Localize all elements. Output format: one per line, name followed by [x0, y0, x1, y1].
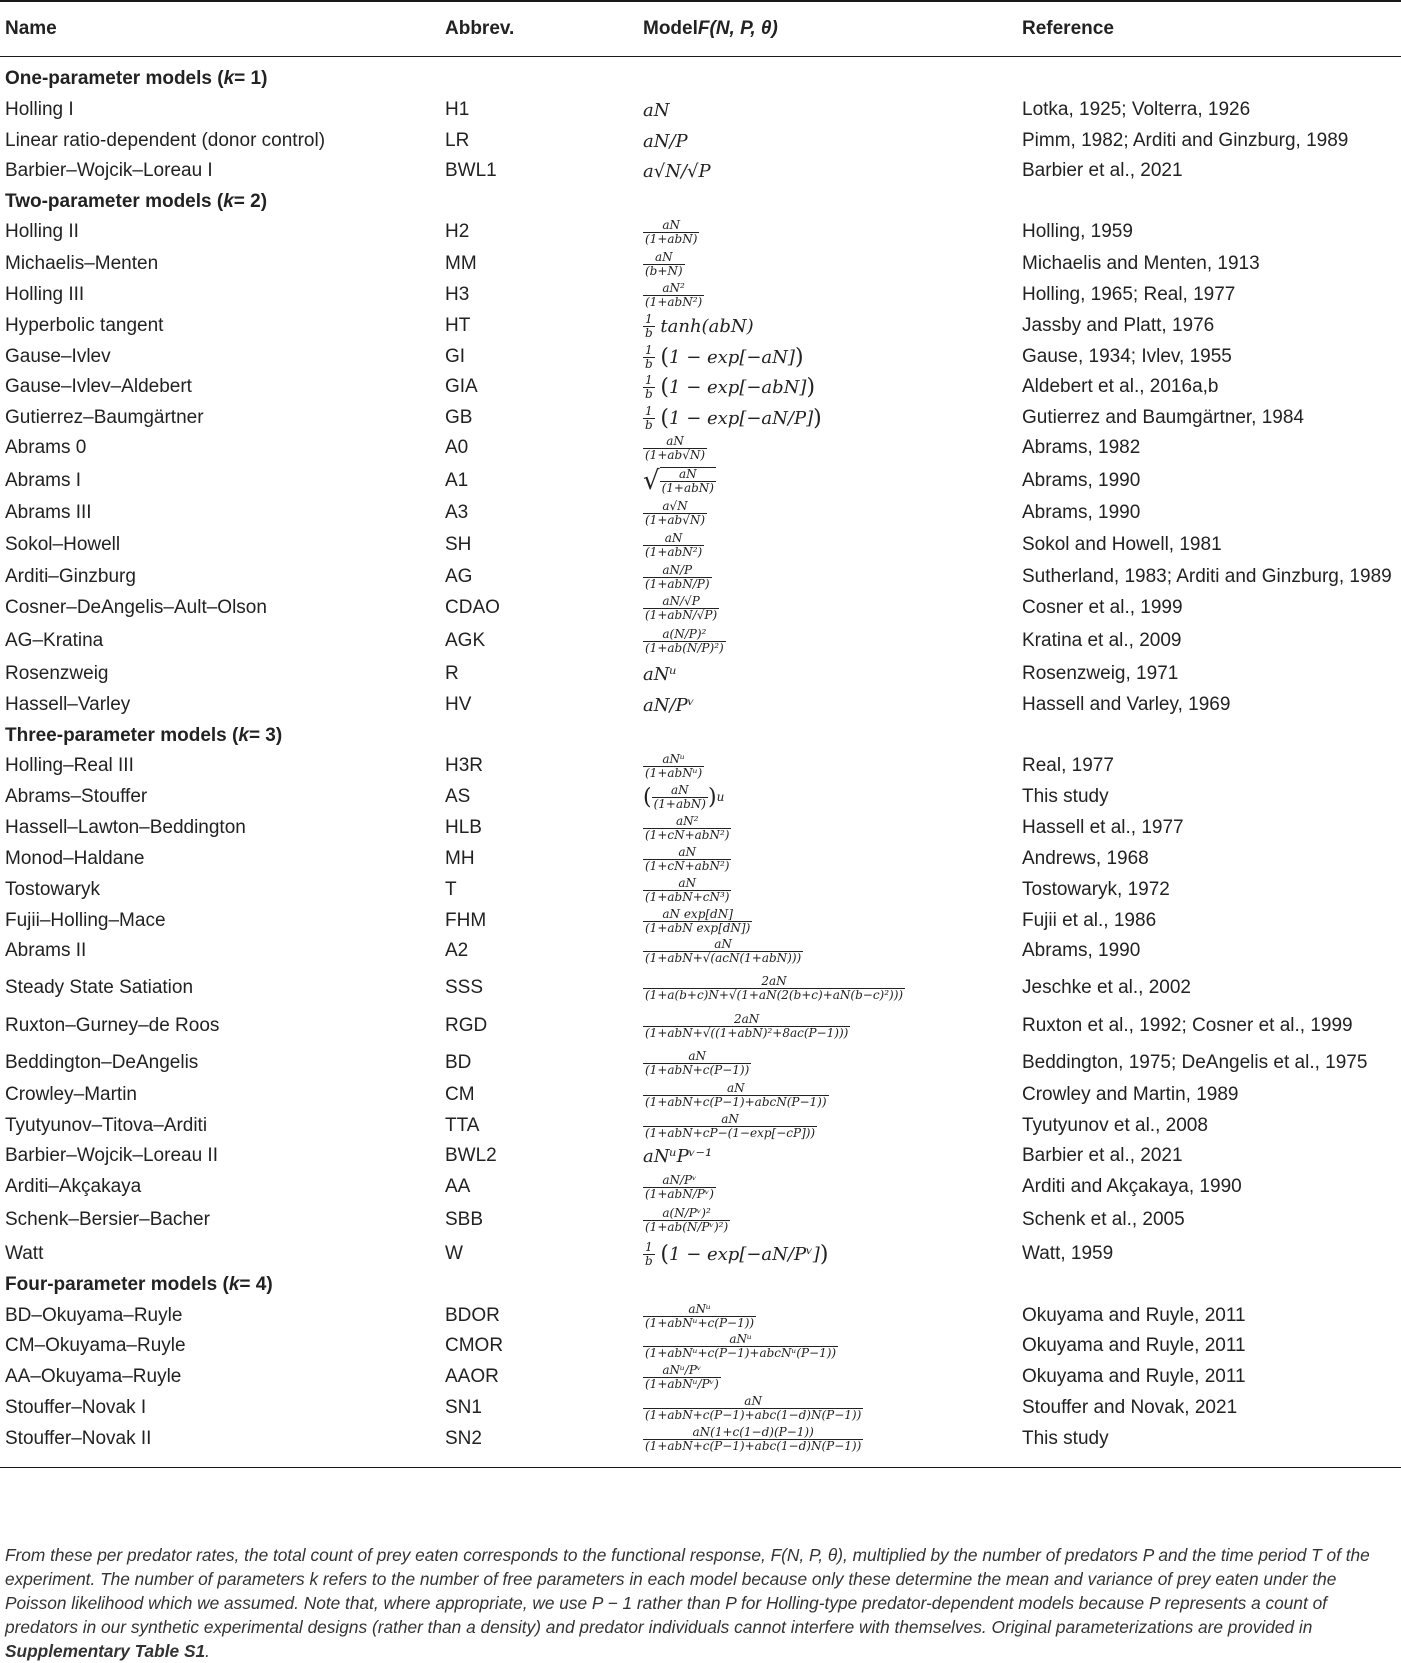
- model-abbrev: T: [445, 879, 457, 900]
- model-formula: $\frac{aN/P}{\text{(1+abN/P)}}$: [645, 562, 710, 591]
- model-formula: $\frac{aN}{(1+ab√N)}$: [645, 433, 706, 462]
- model-name: Barbier–Wojcik–Loreau II: [5, 1145, 218, 1166]
- table-header: [0, 0, 1401, 57]
- model-name: Hyperbolic tangent: [5, 315, 164, 336]
- model-reference: Hassell and Varley, 1969: [1022, 694, 1231, 715]
- model-name: Cosner–DeAngelis–Ault–Olson: [5, 597, 267, 618]
- model-name: AG–Kratina: [5, 630, 104, 651]
- model-abbrev: LR: [445, 130, 470, 151]
- model-abbrev: BD: [445, 1052, 472, 1073]
- model-formula: $\frac{aN}{\text{(1+abN+c(P−1)+abc(1−d)N(P−1))}}$: [645, 1393, 862, 1422]
- table-row: [0, 1047, 1401, 1079]
- model-name: Hassell–Lawton–Beddington: [5, 817, 246, 838]
- model-reference: Gutierrez and Baumgärtner, 1984: [1022, 407, 1305, 428]
- section-heading: [0, 63, 1401, 95]
- table-row: [0, 592, 1401, 624]
- model-formula: aN: [643, 99, 670, 121]
- model-abbrev: R: [445, 663, 459, 684]
- model-abbrev: HT: [445, 315, 471, 336]
- model-abbrev: SN1: [445, 1397, 482, 1418]
- model-name: Rosenzweig: [5, 663, 109, 684]
- model-formula: $\frac{2aN}{\text{(1+a(b+c)N+√(1+aN(2(b+c)+aN(b−c)²)))}}$: [645, 973, 904, 1002]
- table-row: [0, 465, 1401, 497]
- model-abbrev: CMOR: [445, 1335, 504, 1356]
- model-name: Gause–Ivlev–Aldebert: [5, 376, 192, 397]
- model-abbrev: SSS: [445, 977, 484, 998]
- model-name: Arditi–Ginzburg: [5, 566, 136, 587]
- model-reference: Watt, 1959: [1022, 1243, 1114, 1264]
- table-row: [0, 874, 1401, 906]
- model-abbrev: AAOR: [445, 1366, 499, 1387]
- model-name: Abrams I: [5, 470, 82, 491]
- table-row: [0, 216, 1401, 248]
- model-name: Abrams–Stouffer: [5, 786, 148, 807]
- model-abbrev: MH: [445, 848, 475, 869]
- model-name: Sokol–Howell: [5, 534, 121, 555]
- model-reference: Gause, 1934; Ivlev, 1955: [1022, 346, 1232, 367]
- model-abbrev: GB: [445, 407, 473, 428]
- table-row: [0, 1079, 1401, 1111]
- model-abbrev: HV: [445, 694, 472, 715]
- model-formula: aN/P: [643, 130, 688, 152]
- model-reference: This study: [1022, 786, 1109, 807]
- model-formula: $\frac{\text{aNᵘ}}{\text{(1+abNᵘ+c(P−1)+abcNᵘ(P−1))}}$: [645, 1331, 837, 1360]
- model-abbrev: SH: [445, 534, 472, 555]
- table-row: [0, 529, 1401, 561]
- model-formula: $\frac{\text{a(N/P)²}}{\text{(1+ab(N/P)²)}}$: [645, 626, 724, 655]
- model-reference: Arditi and Akçakaya, 1990: [1022, 1176, 1242, 1197]
- model-reference: Barbier et al., 2021: [1022, 1145, 1183, 1166]
- model-name: Stouffer–Novak II: [5, 1428, 152, 1449]
- model-formula: $\frac{\text{aN exp[dN]}}{\text{(1+abN exp[dN])}}$: [645, 906, 751, 935]
- table-row: [0, 689, 1401, 721]
- table-row: [0, 1392, 1401, 1424]
- model-reference: Abrams, 1990: [1022, 940, 1141, 961]
- model-reference: Kratina et al., 2009: [1022, 630, 1182, 651]
- model-formula: $\frac{\text{aN/Pᵛ}}{\text{(1+abN/Pᵛ)}}$: [645, 1172, 714, 1201]
- model-reference: Real, 1977: [1022, 755, 1114, 776]
- model-formula: $\frac{1}{b}$ ( 1 − exp[−aN/P] ): [645, 403, 822, 432]
- model-reference: Tostowaryk, 1972: [1022, 879, 1170, 900]
- model-name: Hassell–Varley: [5, 694, 131, 715]
- model-abbrev: BWL2: [445, 1145, 497, 1166]
- table-row: [0, 371, 1401, 403]
- table-row: [0, 1361, 1401, 1393]
- model-abbrev: SBB: [445, 1209, 484, 1230]
- model-abbrev: FHM: [445, 910, 487, 931]
- section-label: Four-parameter models ( k = 4): [5, 1274, 273, 1295]
- model-formula: $\frac{aN/√P}{\text{(1+abN/√P)}}$: [645, 593, 718, 622]
- model-formula: $\frac{aN}{\text{(1+abN+cP−(1−exp[−cP]))}}$: [645, 1111, 816, 1140]
- model-reference: This study: [1022, 1428, 1109, 1449]
- table-row: [0, 1300, 1401, 1332]
- table-row: [0, 905, 1401, 937]
- model-formula: $\frac{\text{aNᵘ}}{\text{(1+abNᵘ)}}$: [645, 751, 703, 780]
- model-formula: $\frac{aN}{\text{(1+abN+cN³)}}$: [645, 875, 730, 904]
- model-reference: Jeschke et al., 2002: [1022, 977, 1191, 998]
- model-name: Fujii–Holling–Mace: [5, 910, 166, 931]
- model-reference: Tyutyunov et al., 2008: [1022, 1115, 1208, 1136]
- model-name: Holling I: [5, 99, 74, 120]
- section-label: Two-parameter models ( k = 2): [5, 191, 268, 212]
- model-abbrev: BWL1: [445, 160, 497, 181]
- model-name: Crowley–Martin: [5, 1084, 137, 1105]
- model-formula: $\frac{aN}{\text{(1+abN+c(P−1)+abcN(P−1))}}$: [645, 1080, 827, 1109]
- table-row: [0, 1330, 1401, 1362]
- section-heading: [0, 1269, 1401, 1301]
- model-abbrev: GI: [445, 346, 466, 367]
- table-row: [0, 432, 1401, 464]
- model-reference: Jassby and Platt, 1976: [1022, 315, 1215, 336]
- model-formula: a√N/√P: [643, 160, 711, 182]
- model-formula: $\frac{aN}{\text{(1+cN+abN²)}}$: [645, 844, 730, 873]
- model-name: Barbier–Wojcik–Loreau I: [5, 160, 213, 181]
- model-abbrev: H3R: [445, 755, 484, 776]
- model-formula: $\frac{aN}{(b+N)}$: [645, 249, 683, 278]
- model-name: Steady State Satiation: [5, 977, 194, 998]
- table-row: [0, 812, 1401, 844]
- model-reference: Holling, 1965; Real, 1977: [1022, 284, 1236, 305]
- model-reference: Stouffer and Novak, 2021: [1022, 1397, 1238, 1418]
- model-abbrev: MM: [445, 253, 477, 274]
- table-row: [0, 658, 1401, 690]
- model-formula: aN/Pᵛ: [643, 694, 695, 716]
- model-reference: Rosenzweig, 1971: [1022, 663, 1179, 684]
- model-formula: $\frac{\text{aN²}}{\text{(1+abN²)}}$: [645, 280, 703, 309]
- header-name: Name: [5, 17, 57, 39]
- model-name: Gause–Ivlev: [5, 346, 111, 367]
- model-name: Gutierrez–Baumgärtner: [5, 407, 204, 428]
- model-formula: $\frac{\text{aNᵘ/Pᵛ}}{\text{(1+abNᵘ/Pᵛ)}}$: [645, 1362, 719, 1391]
- model-reference: Barbier et al., 2021: [1022, 160, 1183, 181]
- model-name: Beddington–DeAngelis: [5, 1052, 199, 1073]
- model-name: Arditi–Akçakaya: [5, 1176, 142, 1197]
- header-reference: Reference: [1022, 17, 1114, 39]
- supplementary-link[interactable]: Supplementary Table S1: [5, 1641, 206, 1661]
- model-abbrev: AS: [445, 786, 471, 807]
- model-name: Tostowaryk: [5, 879, 101, 900]
- model-formula: aNᵘ: [643, 663, 677, 685]
- model-abbrev: A0: [445, 437, 469, 458]
- model-formula: $\frac{aN(1+c(1-d)(P-1))}{\text{(1+abN+c(P−1)+abc(1−d)N(P−1))}}$: [645, 1424, 862, 1453]
- model-name: Linear ratio-dependent (donor control): [5, 130, 326, 151]
- table-row: [0, 310, 1401, 342]
- model-reference: Crowley and Martin, 1989: [1022, 1084, 1239, 1105]
- model-formula: √ $\frac{aN}{\text{(1+abN)}}$: [643, 466, 714, 496]
- table-row: [0, 155, 1401, 187]
- model-formula: $\frac{\text{a(N/Pᵛ)²}}{\text{(1+ab(N/Pᵛ)²)}}$: [645, 1205, 729, 1234]
- model-formula: $\frac{aN}{\text{(1+abN²)}}$: [645, 530, 703, 559]
- table-row: [0, 625, 1401, 657]
- model-abbrev: AGK: [445, 630, 486, 651]
- bottom-rule: [0, 1467, 1401, 1468]
- model-name: Stouffer–Novak I: [5, 1397, 147, 1418]
- model-reference: Lotka, 1925; Volterra, 1926: [1022, 99, 1251, 120]
- model-formula: $\frac{aN}{\text{(1+abN+√(acN(1+abN)))}}$: [645, 936, 802, 965]
- model-abbrev: CM: [445, 1084, 475, 1105]
- model-reference: Abrams, 1990: [1022, 470, 1141, 491]
- model-reference: Abrams, 1990: [1022, 502, 1141, 523]
- model-name: Abrams III: [5, 502, 92, 523]
- model-reference: Michaelis and Menten, 1913: [1022, 253, 1260, 274]
- model-formula: $\frac{1}{b}$ ( 1 − exp[−aN/Pᵛ] ): [645, 1239, 829, 1268]
- model-abbrev: BDOR: [445, 1305, 500, 1326]
- table-row: [0, 1238, 1401, 1270]
- model-abbrev: GIA: [445, 376, 478, 397]
- table-row: [0, 935, 1401, 967]
- table-row: [0, 402, 1401, 434]
- model-name: Abrams II: [5, 940, 87, 961]
- model-reference: Beddington, 1975; DeAngelis et al., 1975: [1022, 1052, 1368, 1073]
- table-row: [0, 750, 1401, 782]
- header-model: Model F(N, P, θ): [643, 17, 778, 39]
- model-name: BD–Okuyama–Ruyle: [5, 1305, 183, 1326]
- model-formula: $\frac{a√N}{(1+ab√N)}$: [645, 498, 706, 527]
- table-row: [0, 1423, 1401, 1455]
- model-reference: Abrams, 1982: [1022, 437, 1141, 458]
- section-heading: [0, 720, 1401, 752]
- model-formula: $\frac{aN}{\text{(1+abN+c(P−1))}}$: [645, 1048, 750, 1077]
- model-name: Holling–Real III: [5, 755, 134, 776]
- header-rule: [0, 56, 1401, 57]
- model-reference: Sutherland, 1983; Arditi and Ginzburg, 1989: [1022, 566, 1392, 587]
- model-abbrev: AG: [445, 566, 473, 587]
- model-abbrev: A3: [445, 502, 469, 523]
- model-name: Ruxton–Gurney–de Roos: [5, 1015, 220, 1036]
- model-reference: Hassell et al., 1977: [1022, 817, 1184, 838]
- model-name: Watt: [5, 1243, 44, 1264]
- table-row: [0, 497, 1401, 529]
- table-row: [0, 341, 1401, 373]
- model-formula: $\frac{\text{aN²}}{\text{(1+cN+abN²)}}$: [645, 813, 730, 842]
- section-label: One-parameter models ( k = 1): [5, 68, 268, 89]
- model-reference: Aldebert et al., 2016a,b: [1022, 376, 1219, 397]
- model-name: Abrams 0: [5, 437, 87, 458]
- model-abbrev: W: [445, 1243, 463, 1264]
- table-row: [0, 1171, 1401, 1203]
- model-abbrev: RGD: [445, 1015, 488, 1036]
- model-formula: ( $\frac{aN}{\text{(1+abN)}}$ ) u: [643, 782, 725, 811]
- model-reference: Fujii et al., 1986: [1022, 910, 1157, 931]
- model-name: Monod–Haldane: [5, 848, 145, 869]
- table-row: [0, 125, 1401, 157]
- model-abbrev: SN2: [445, 1428, 482, 1449]
- model-reference: Okuyama and Ruyle, 2011: [1022, 1366, 1246, 1387]
- model-reference: Holling, 1959: [1022, 221, 1133, 242]
- model-formula: $\frac{1}{b}$ ( 1 − exp[−abN] ): [645, 372, 816, 401]
- header-abbrev: Abbrev.: [445, 17, 515, 39]
- model-reference: Schenk et al., 2005: [1022, 1209, 1185, 1230]
- table-row: [0, 1110, 1401, 1142]
- model-reference: Pimm, 1982; Arditi and Ginzburg, 1989: [1022, 130, 1349, 151]
- table-row: [0, 781, 1401, 813]
- model-reference: Cosner et al., 1999: [1022, 597, 1183, 618]
- model-abbrev: H1: [445, 99, 470, 120]
- model-name: CM–Okuyama–Ruyle: [5, 1335, 186, 1356]
- table-row: [0, 248, 1401, 280]
- model-abbrev: HLB: [445, 817, 482, 838]
- model-formula: $\frac{\text{aNᵘ}}{\text{(1+abNᵘ+c(P−1))}}$: [645, 1301, 755, 1330]
- table-row: [0, 1010, 1401, 1042]
- model-abbrev: H2: [445, 221, 470, 242]
- table-row: [0, 561, 1401, 593]
- model-reference: Ruxton et al., 1992; Cosner et al., 1999: [1022, 1015, 1353, 1036]
- footnote-text: From these per predator rates, the total count of prey eaten corresponds to the functional response, F(N, P, θ), multiplied by the number of predators P and the time period T of the experiment. The number of parameters k refers to the number of free parameters in each model because only these determine the mean and variance of prey eaten under the Poisson likelihood which we assumed. Note that, where appropriate, we use P − 1 rather than P for Holling-type predator-dependent models because P represents a count of predators in our synthetic experimental designs (rather than a density) and predator individuals cannot interfere with themselves. Original parameterizations are provided in: [5, 1545, 1370, 1637]
- model-name: Michaelis–Menten: [5, 253, 159, 274]
- model-abbrev: TTA: [445, 1115, 480, 1136]
- model-reference: Sokol and Howell, 1981: [1022, 534, 1222, 555]
- model-reference: Okuyama and Ruyle, 2011: [1022, 1335, 1246, 1356]
- section-heading: [0, 186, 1401, 218]
- model-formula: aNᵘPᵛ⁻¹: [643, 1145, 713, 1167]
- table-row: [0, 972, 1401, 1004]
- table-footnote: From these per predator rates, the total count of prey eaten corresponds to the functional response, F(N, P, θ), multiplied by the number of predators P and the time period T of the experiment. The number of parameters k refers to the number of free parameters in each model because only these determine the mean and variance of prey eaten under the Poisson likelihood which we assumed. Note that, where appropriate, we use P − 1 rather than P for Holling-type predator-dependent models because P represents a count of predators in our synthetic experimental designs (rather than a density) and predator individuals cannot interfere with themselves. Original parameterizations are provided in Supplementary Table S1.: [5, 1545, 1370, 1661]
- table-row: [0, 1140, 1401, 1172]
- model-name: Tyutyunov–Titova–Arditi: [5, 1115, 208, 1136]
- model-name: AA–Okuyama–Ruyle: [5, 1366, 182, 1387]
- model-abbrev: A1: [445, 470, 469, 491]
- table-row: [0, 279, 1401, 311]
- table-row: [0, 94, 1401, 126]
- model-abbrev: A2: [445, 940, 469, 961]
- table-row: [0, 1204, 1401, 1236]
- model-name: Holling III: [5, 284, 85, 305]
- model-abbrev: AA: [445, 1176, 471, 1197]
- model-formula: $\frac{aN}{\text{(1+abN)}}$: [645, 217, 698, 246]
- model-abbrev: CDAO: [445, 597, 500, 618]
- table-row: [0, 843, 1401, 875]
- model-name: Holling II: [5, 221, 79, 242]
- section-label: Three-parameter models ( k = 3): [5, 725, 283, 746]
- model-reference: Okuyama and Ruyle, 2011: [1022, 1305, 1246, 1326]
- model-formula: $\frac{1}{b}$ ( 1 − exp[−aN] ): [645, 342, 804, 371]
- model-abbrev: H3: [445, 284, 470, 305]
- model-name: Schenk–Bersier–Bacher: [5, 1209, 210, 1230]
- model-formula: $\frac{2aN}{\text{(1+abN+√((1+abN)²+8ac(P−1)))}}$: [645, 1011, 849, 1040]
- model-reference: Andrews, 1968: [1022, 848, 1149, 869]
- model-formula: $\frac{1}{b}$ tanh(abN): [645, 311, 754, 340]
